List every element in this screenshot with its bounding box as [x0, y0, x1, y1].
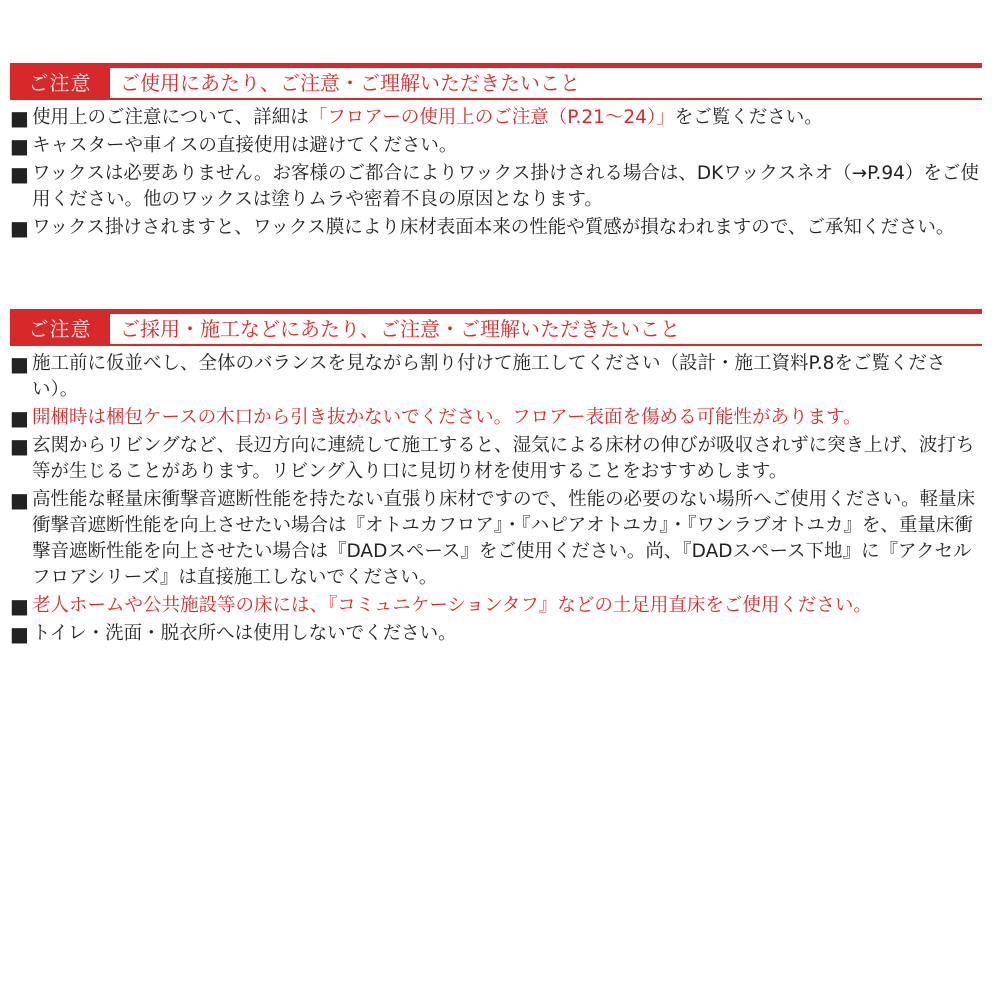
- list-item-warning: [10, 593, 982, 619]
- item-text: 開梱時は梱包ケースの木口から引き抜かないでください。フロアー表面を傷める可能性があります。: [32, 407, 862, 428]
- list-item: [10, 433, 982, 485]
- item-text: [32, 105, 982, 131]
- list-item: [10, 215, 982, 241]
- section-header: [10, 63, 982, 100]
- item-text: トイレ・洗面・脱衣所へは使用しないでください。: [32, 623, 457, 644]
- item-text-post: をご覧ください。: [674, 107, 823, 128]
- bullet-square-icon: ■: [10, 488, 29, 512]
- list-item: [10, 621, 982, 647]
- bullet-square-icon: ■: [10, 106, 29, 130]
- list-item: [10, 105, 982, 131]
- item-text: 老人ホームや公共施設等の床には、『コミュニケーションタフ』などの土足用直床をご使用ください。: [32, 595, 872, 616]
- item-text: 施工前に仮並べし、全体のバランスを見ながら割り付けて施工してください（設計・施工資料P.8をご覧ください）。: [32, 353, 946, 400]
- bullet-square-icon: ■: [10, 134, 29, 158]
- bullet-square-icon: ■: [10, 216, 29, 240]
- item-text: キャスターや車イスの直接使用は避けてください。: [32, 135, 458, 156]
- notice-list: [10, 351, 982, 647]
- notice-tag: ご注意: [10, 314, 110, 344]
- notice-list: [10, 105, 982, 241]
- bullet-square-icon: ■: [10, 162, 29, 186]
- bullet-square-icon: ■: [10, 622, 29, 646]
- notice-section-usage: [10, 63, 982, 243]
- list-item: [10, 133, 982, 159]
- item-text: 高性能な軽量床衝撃音遮断性能を持たない直張り床材ですので、性能の必要のない場所へご使用ください。軽量床衝撃音遮断性能を向上させたい場合は『オトユカフロア』・『ハピアオトユカ』・『ワンラブオトユカ』を、重量床衝撃音遮断性能を向上させたい場合は『DADスペース』をご使用ください。尚、『DADスペース下地』に『アクセルフロアシリーズ』は直接施工しないでください。: [32, 489, 976, 588]
- item-text: ワックス掛けされますと、ワックス膜により床材表面本来の性能や質感が損なわれますので、ご承知ください。: [32, 217, 955, 238]
- notice-tag: ご注意: [10, 68, 110, 98]
- list-item: [10, 487, 982, 591]
- page-reference-link: 「フロアーの使用上のご注意（P.21〜24）」: [308, 107, 675, 128]
- list-item: [10, 161, 982, 213]
- list-item: [10, 351, 982, 403]
- list-item-warning: [10, 405, 982, 431]
- bullet-square-icon: ■: [10, 406, 29, 430]
- bullet-square-icon: ■: [10, 594, 29, 618]
- item-text-pre: 使用上のご注意について、詳細は: [32, 107, 309, 128]
- section-header: [10, 309, 982, 346]
- section-title: ご使用にあたり、ご注意・ご理解いただきたいこと: [120, 71, 580, 95]
- item-text: ワックスは必要ありません。お客様のご都合によりワックス掛けされる場合は、DKワックスネオ（→P.94）をご使用ください。他のワックスは塗りムラや密着不良の原因となります。: [32, 163, 979, 210]
- bullet-square-icon: ■: [10, 434, 29, 458]
- item-text: 玄関からリビングなど、長辺方向に連続して施工すると、湿気による床材の伸びが吸収されずに突き上げ、波打ち等が生じることがあります。リビング入り口に見切り材を使用することをおすすめします。: [32, 435, 975, 482]
- notice-section-installation: [10, 309, 982, 649]
- bullet-square-icon: ■: [10, 352, 29, 376]
- section-title: ご採用・施工などにあたり、ご注意・ご理解いただきたいこと: [120, 317, 680, 341]
